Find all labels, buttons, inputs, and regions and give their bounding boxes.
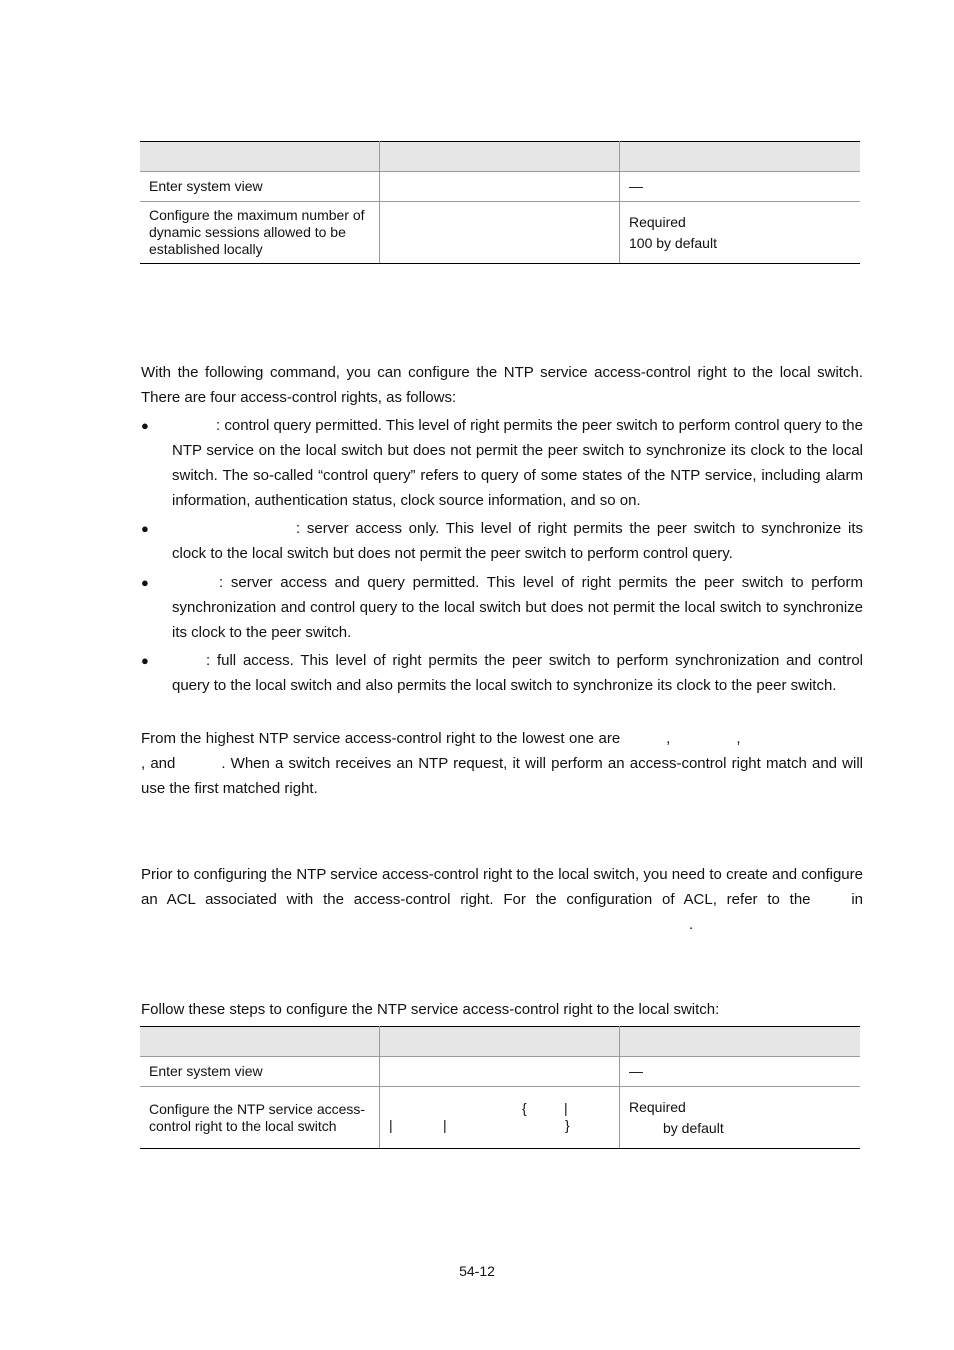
command-cell [380,202,620,264]
remarks-cell: — [620,172,861,202]
remark-required: Required [629,1098,686,1115]
remark-required: Required [629,213,686,230]
remarks-cell [620,1087,861,1149]
remark-default: 100 by default [629,234,717,251]
header-cell-remarks [620,1027,861,1057]
bullet-icon: ● [141,418,149,433]
bullet-icon: ● [141,521,149,536]
command-cell [380,1087,620,1149]
table-header-row [140,142,860,172]
bullet-icon: ● [141,575,149,590]
pipe-symbol: | [443,1116,447,1133]
remark-default: by default [663,1119,724,1136]
access-control-table [140,1026,860,1149]
header-cell-remarks [620,142,861,172]
brace-open: { [522,1099,527,1116]
operation-cell: Configure the NTP service access-control right to the local switch [140,1087,380,1149]
command-cell [380,1057,620,1087]
pipe-symbol: | [564,1099,568,1116]
header-cell-command [380,142,620,172]
order-paragraph: From the highest NTP service access-control right to the lowest one are , , , and . When a switch receives an NTP request, it will perform an access-control right match and will use the first matched right. [141,730,863,797]
intro-paragraph: With the following command, you can configure the NTP service access-control right to the local switch. There are four access-control rights, as follows: [141,364,863,406]
bullet-text: : full access. This level of right permits the peer switch to perform synchronization and control query to the local switch and also permits the local switch to synchronize its clock to the peer switch. [172,652,863,694]
header-cell-command [380,1027,620,1057]
remarks-cell: — [620,1057,861,1087]
table-row [140,1057,860,1087]
operation-cell: Configure the maximum number of dynamic sessions allowed to be established locally [140,202,380,264]
header-cell-operation [140,1027,380,1057]
list-item [141,570,863,645]
acl-paragraph: Prior to configuring the NTP service access-control right to the local switch, you need to create and configure an ACL associated with the access-control right. For the configuration of ACL, refer to the in. [141,866,863,933]
table-row [140,202,860,264]
header-cell-operation [140,142,380,172]
operation-cell: Enter system view [140,1057,380,1087]
pipe-symbol: | [389,1116,393,1133]
table-header-row [140,1027,860,1057]
steps-intro: Follow these steps to configure the NTP service access-control right to the local switch: [141,1001,720,1018]
sessions-table [140,141,860,264]
bullet-text: : control query permitted. This level of right permits the peer switch to perform control query to the NTP service on the local switch but does not permit the peer switch to synchronize its clock to the local switch. The so-called “control query” refers to query of some states of the NTP service, including alarm information, authentication status, clock source information, and so on. [172,417,863,509]
brace-close: } [565,1116,570,1133]
list-item [141,516,863,566]
bullet-text: : server access only. This level of right permits the peer switch to synchronize its clock to the local switch but does not permit the peer switch to perform control query. [172,520,863,562]
table-row [140,172,860,202]
command-cell [380,172,620,202]
page-number: 54-12 [459,1263,495,1279]
list-item [141,648,863,698]
bullet-text: : server access and query permitted. This level of right permits the peer switch to perform synchronization and control query to the local switch but does not permit the local switch to synchronize its clock to the peer switch. [172,574,863,641]
bullet-icon: ● [141,653,149,668]
list-item [141,413,863,513]
remarks-cell [620,202,861,264]
table-row [140,1087,860,1149]
operation-cell: Enter system view [140,172,380,202]
